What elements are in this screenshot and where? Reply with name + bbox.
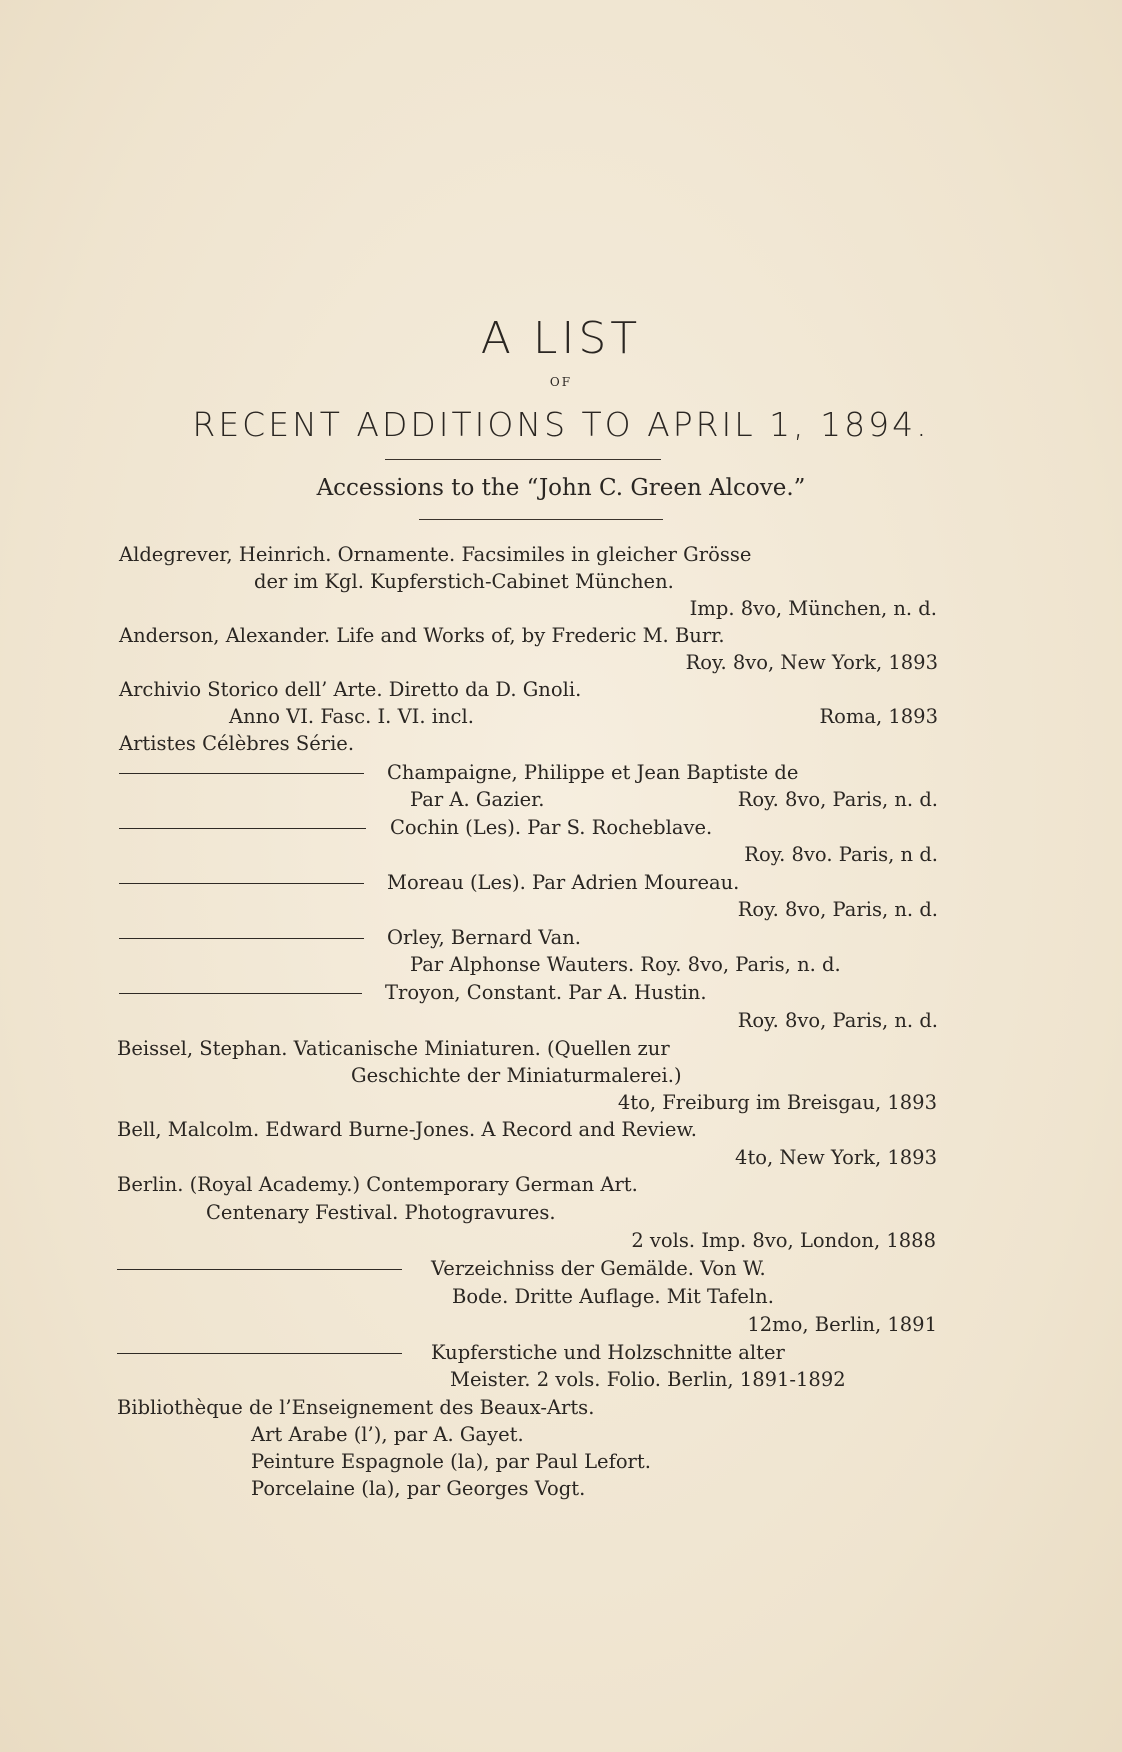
entry-line: Centenary Festival. Photogravures. xyxy=(206,1201,556,1224)
entry-imprint: Roy. 8vo, Paris, n. d. xyxy=(737,1009,938,1032)
entry-line: Aldegrever, Heinrich. Ornamente. Facsimiles in gleicher Grösse xyxy=(119,543,752,566)
entry-line: Kupferstiche und Holzschnitte alter xyxy=(431,1341,785,1364)
entry-line: Anderson, Alexander. Life and Works of, by Frederic M. Burr. xyxy=(119,624,725,647)
entry-imprint: 12mo, Berlin, 1891 xyxy=(747,1313,937,1336)
entry-line: Troyon, Constant. Par A. Hustin. xyxy=(385,981,707,1004)
entry-imprint: 4to, Freiburg im Breisgau, 1893 xyxy=(617,1091,937,1114)
entry-imprint: Roy. 8vo, Paris, n. d. xyxy=(737,898,938,921)
entry-line: Berlin. (Royal Academy.) Contemporary German Art. xyxy=(117,1173,638,1196)
entry-imprint: Roma, 1893 xyxy=(819,705,938,728)
entry-line: Bibliothèque de l’Enseignement des Beaux-Arts. xyxy=(117,1396,595,1419)
ditto-dash xyxy=(119,981,369,1005)
entry-line: Bell, Malcolm. Edward Burne-Jones. A Record and Review. xyxy=(117,1118,697,1141)
ditto-dash xyxy=(119,761,369,785)
entry-line: Art Arabe (l’), par A. Gayet. xyxy=(251,1423,524,1446)
entry-line: Par Alphonse Wauters. Roy. 8vo, Paris, n. d. xyxy=(410,953,841,976)
ditto-dash xyxy=(119,926,369,950)
page-subtitle: RECENT ADDITIONS TO APRIL 1, 1894. xyxy=(192,405,930,444)
entry-line: Peinture Espagnole (la), par Paul Lefort. xyxy=(251,1450,651,1473)
entry-line: der im Kgl. Kupferstich-Cabinet München. xyxy=(254,570,674,593)
entry-line: Archivio Storico dell’ Arte. Diretto da D. Gnoli. xyxy=(119,678,582,701)
entry-line: Orley, Bernard Van. xyxy=(387,926,581,949)
ditto-dash xyxy=(119,871,369,895)
entry-line: Anno VI. Fasc. I. VI. incl. xyxy=(229,705,474,728)
entry-line: Artistes Célèbres Série. xyxy=(119,732,355,755)
entry-line: Beissel, Stephan. Vaticanische Miniaturen. (Quellen zur xyxy=(117,1037,670,1060)
entry-imprint: 2 vols. Imp. 8vo, London, 1888 xyxy=(631,1229,936,1252)
entry-line: Meister. 2 vols. Folio. Berlin, 1891-1892 xyxy=(450,1368,846,1391)
entry-line: Champaigne, Philippe et Jean Baptiste de xyxy=(387,761,799,784)
entry-line: Par A. Gazier. xyxy=(410,788,545,811)
entry-line: Moreau (Les). Par Adrien Moureau. xyxy=(387,871,740,894)
entry-imprint: Roy. 8vo, Paris, n. d. xyxy=(737,788,938,811)
page-title: A LIST xyxy=(480,313,642,364)
entry-line: Geschichte der Miniaturmalerei.) xyxy=(351,1064,682,1087)
section-rule xyxy=(419,519,663,520)
subtitle-rule xyxy=(385,459,661,460)
section-heading: Accessions to the “John C. Green Alcove.” xyxy=(316,475,806,501)
ditto-dash xyxy=(117,1257,407,1281)
title-connector: OF xyxy=(549,375,573,389)
entry-imprint: Imp. 8vo, München, n. d. xyxy=(689,597,937,620)
ditto-dash xyxy=(117,1341,407,1365)
entry-line: Bode. Dritte Auflage. Mit Tafeln. xyxy=(452,1285,774,1308)
entry-line: Porcelaine (la), par Georges Vogt. xyxy=(251,1477,586,1500)
entry-imprint: Roy. 8vo, New York, 1893 xyxy=(685,651,938,674)
ditto-dash xyxy=(119,816,369,840)
entry-imprint: Roy. 8vo. Paris, n d. xyxy=(744,843,938,866)
entry-imprint: 4to, New York, 1893 xyxy=(735,1146,937,1169)
entry-line: Cochin (Les). Par S. Rocheblave. xyxy=(390,816,713,839)
entry-line: Verzeichniss der Gemälde. Von W. xyxy=(431,1257,766,1280)
